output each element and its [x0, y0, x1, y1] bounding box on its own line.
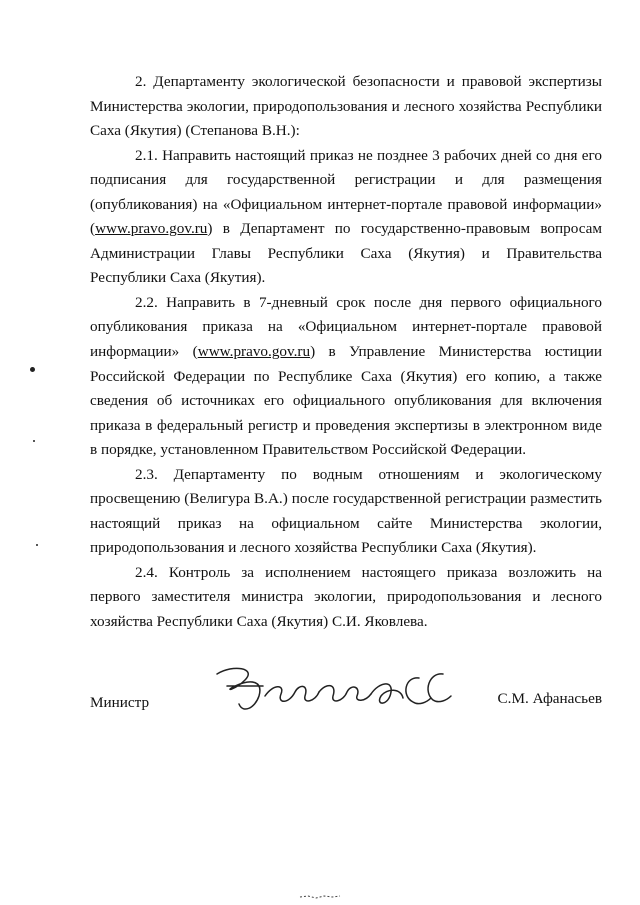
scan-speck — [33, 440, 35, 442]
paragraph-2-2 — [90, 291, 602, 463]
paragraph-2-intro: 2. Департаменту экологической безопасности и правовой экспертизы Министерства экологии, природопользования и лесного хозяйства Республики Саха (Якутия) (Степанова В.Н.): — [90, 73, 602, 140]
position-label: Министр — [90, 694, 150, 711]
pravo-link-1[interactable]: www.pravo.gov.ru — [95, 220, 208, 238]
signer-name: С.М. Афанасьев — [497, 690, 602, 707]
pravo-link-2[interactable]: www.pravo.gov.ru — [197, 343, 311, 361]
paragraph-2-1-text-end: ) в Департамент по государственно-правовым вопросам Администрации Главы Республики Саха (Якутия) и Правительства Республики Саха (Якутия). — [90, 220, 602, 287]
paragraph-2-1-text-start: 2.1. Направить настоящий приказ не позднее 3 рабочих дней со дня его подписания для государственной регистрации и для размещения (опубликования) на «Официальном интернет-портале правовой информации» ( — [90, 146, 602, 238]
paragraph-2-3: 2.3. Департаменту по водным отношениям и экологическому просвещению (Велигура В.А.) после государственной регистрации разместить настоящий приказ на официальном сайте Министерства экологии, природопользования и лесного хозяйства Республики Саха (Якутия). — [90, 465, 602, 557]
handwritten-signature — [205, 662, 455, 722]
paragraph-2-1 — [90, 144, 602, 291]
scan-speck — [36, 544, 38, 546]
scan-footer-mark — [298, 893, 342, 900]
paragraph-2-2-text-end: ) в Управление Министерства юстиции Российской Федерации по Республике Саха (Якутия) его копию, а также сведения об источниках его официального опубликования для включения приказа в федеральный регистр и проведения экспертизы в электронном виде в порядке, установленном Правительством Российской Федерации. — [90, 343, 602, 459]
document-body — [90, 70, 602, 635]
scan-speck — [30, 367, 35, 372]
signature-block — [90, 680, 602, 730]
paragraph-2-4: 2.4. Контроль за исполнением настоящего приказа возложить на первого заместителя министра экологии, природопользования и лесного хозяйства Республики Саха (Якутия) С.И. Яковлева. — [90, 563, 602, 631]
paragraph-2-2-text-start: 2.2. Направить в 7-дневный срок после дня первого официального опубликования приказа на «Официальном интернет-портале правовой информации» ( — [90, 293, 602, 361]
